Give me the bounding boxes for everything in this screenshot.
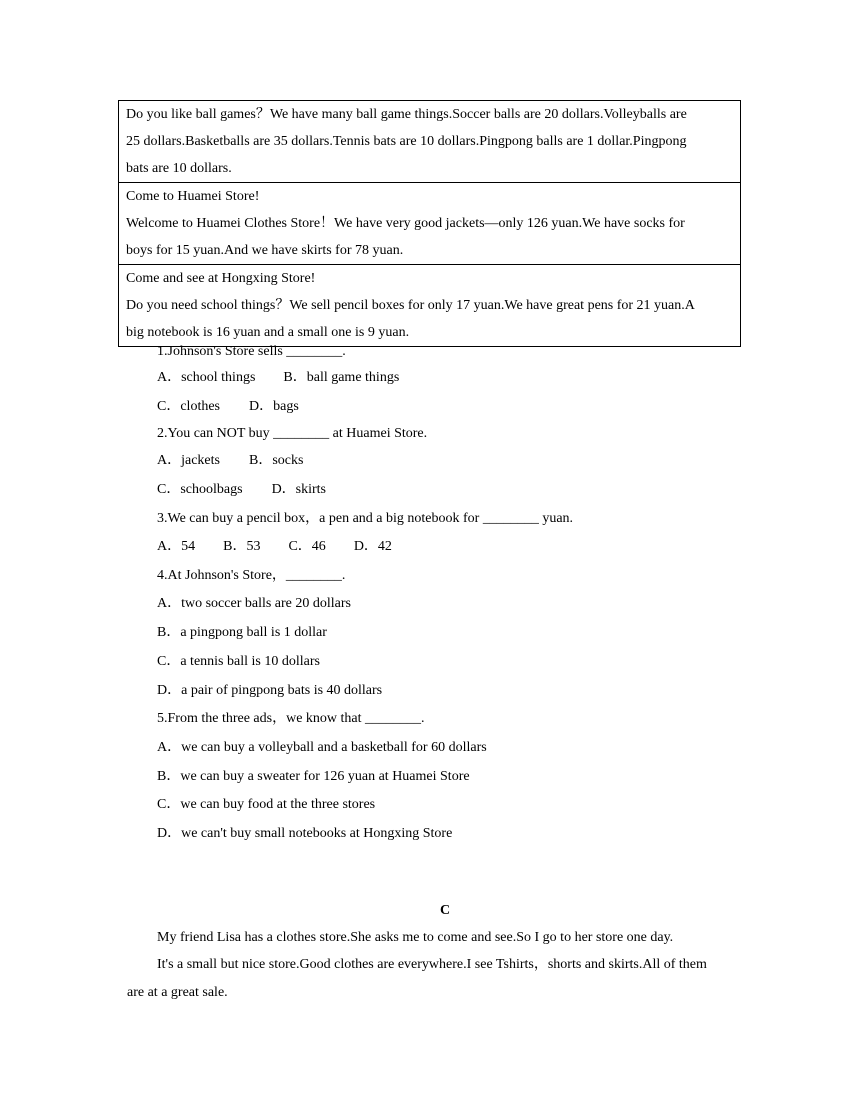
ad-cell-hongxing bbox=[119, 265, 741, 347]
ad-line: Come and see at Hongxing Store! bbox=[126, 271, 316, 286]
option-a[interactable]: A．school things bbox=[157, 370, 256, 385]
option-a[interactable]: A．54 bbox=[157, 539, 196, 554]
option-d[interactable]: D．skirts bbox=[271, 482, 327, 497]
option-a[interactable]: A．jackets bbox=[157, 453, 220, 468]
option-c[interactable]: C．46 bbox=[288, 539, 326, 554]
option-b[interactable]: B．ball game things bbox=[283, 370, 400, 385]
question-1-options-row-2 bbox=[157, 397, 299, 417]
ad-line: big notebook is 16 yuan and a small one is 9 yuan. bbox=[126, 325, 410, 340]
ad-row-johnson bbox=[119, 101, 741, 183]
option-b[interactable]: B．socks bbox=[248, 453, 304, 468]
question-5-stem: 5.From the three ads，we know that ________. bbox=[157, 711, 425, 726]
ad-line: Do you need school things？We sell pencil boxes for only 17 yuan.We have great pens for 21 yuan.A bbox=[126, 298, 695, 313]
option-d[interactable]: D．bags bbox=[249, 399, 299, 414]
question-1-stem: 1.Johnson's Store sells ________. bbox=[157, 344, 346, 359]
option-d[interactable]: D．a pair of pingpong bats is 40 dollars bbox=[157, 683, 383, 698]
option-d[interactable]: D．we can't buy small notebooks at Hongxing Store bbox=[157, 826, 453, 841]
question-3-stem: 3.We can buy a pencil box，a pen and a big notebook for ________ yuan. bbox=[157, 511, 574, 526]
option-b[interactable]: B．53 bbox=[223, 539, 261, 554]
option-a[interactable]: A．we can buy a volleyball and a basketball for 60 dollars bbox=[157, 740, 487, 755]
paragraph: My friend Lisa has a clothes store.She asks me to come and see.So I go to her store one day. bbox=[157, 930, 674, 945]
option-c[interactable]: C．clothes bbox=[157, 399, 220, 414]
question-3-options-row-1 bbox=[157, 537, 392, 557]
ad-row-hongxing bbox=[119, 265, 741, 347]
paragraph: It's a small but nice store.Good clothes are everywhere.I see Tshirts，shorts and skirts.All of them bbox=[157, 957, 707, 972]
ad-cell-johnson bbox=[119, 101, 741, 183]
option-a[interactable]: A．two soccer balls are 20 dollars bbox=[157, 596, 351, 611]
section-title: C bbox=[439, 903, 451, 918]
question-4-stem: 4.At Johnson's Store，________. bbox=[157, 568, 346, 583]
paragraph-continuation: are at a great sale. bbox=[127, 985, 228, 1000]
ad-line: Come to Huamei Store! bbox=[126, 189, 260, 204]
option-c[interactable]: C．schoolbags bbox=[157, 482, 243, 497]
option-b[interactable]: B．a pingpong ball is 1 dollar bbox=[157, 625, 327, 640]
question-1-options-row-1 bbox=[157, 368, 399, 388]
ad-line: 25 dollars.Basketballs are 35 dollars.Tennis bats are 10 dollars.Pingpong balls are 1 dollar.Pingpong bbox=[126, 134, 687, 149]
question-2-options-row-1 bbox=[157, 451, 303, 471]
option-b[interactable]: B．we can buy a sweater for 126 yuan at Huamei Store bbox=[157, 769, 470, 784]
ad-row-huamei bbox=[119, 183, 741, 265]
ad-line: Do you like ball games？We have many ball game things.Soccer balls are 20 dollars.Volleyballs are bbox=[126, 107, 687, 122]
ads-table bbox=[118, 100, 741, 347]
option-d[interactable]: D．42 bbox=[353, 539, 392, 554]
ad-line: bats are 10 dollars. bbox=[126, 161, 232, 176]
question-2-options-row-2 bbox=[157, 480, 326, 500]
ad-line: boys for 15 yuan.And we have skirts for 78 yuan. bbox=[126, 243, 404, 258]
option-c[interactable]: C．a tennis ball is 10 dollars bbox=[157, 654, 320, 669]
option-c[interactable]: C．we can buy food at the three stores bbox=[157, 797, 376, 812]
question-2-stem: 2.You can NOT buy ________ at Huamei Store. bbox=[157, 426, 428, 441]
ad-cell-huamei bbox=[119, 183, 741, 265]
ad-line: Welcome to Huamei Clothes Store！We have very good jackets—only 126 yuan.We have socks for bbox=[126, 216, 685, 231]
